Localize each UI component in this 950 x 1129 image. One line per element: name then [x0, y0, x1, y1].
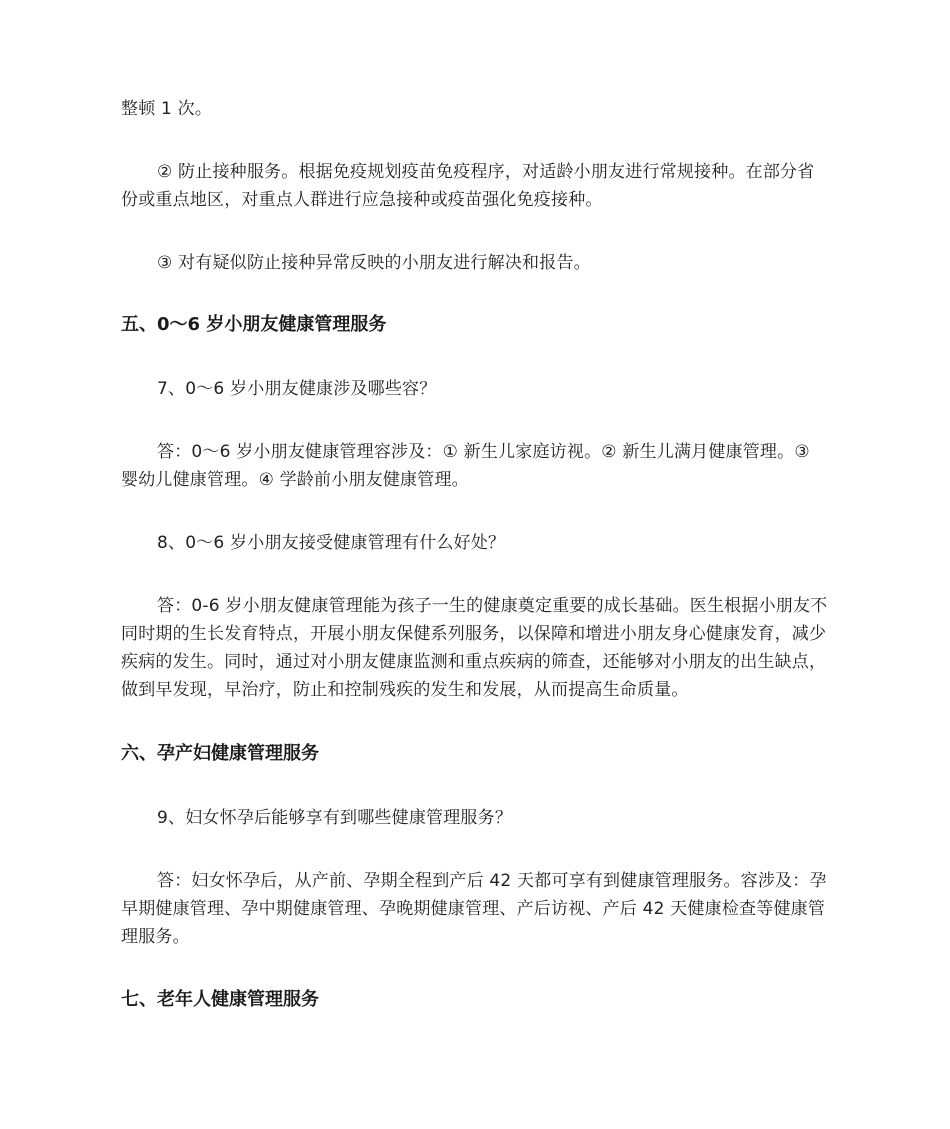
- answer-9: 答：妇女怀孕后，从产前、孕期全程到产后 42 天都可享有到健康管理服务。容涉及：孕早期健康管理、孕中期健康管理、孕晚期健康管理、产后访视、产后 42 天健康检查等健康管理服务。: [121, 871, 827, 947]
- question-9: 9、妇女怀孕后能够享有到哪些健康管理服务？: [157, 808, 513, 828]
- question-8: 8、0～6 岁小朋友接受健康管理有什么好处？: [157, 533, 506, 553]
- section-heading-child-health: 五、0～6 岁小朋友健康管理服务: [121, 314, 387, 335]
- answer-8: 答：0-6 岁小朋友健康管理能为孩子一生的健康奠定重要的成长基础。医生根据小朋友不同时期的生长发育特点，开展小朋友保健系列服务，以保障和增进小朋友身心健康发育，减少疾病的发生。同时，通过对小朋友健康监测和重点疾病的筛查，还能够对小朋友的出生缺点，做到早发现，早治疗，防止和控制残疾的发生和发展，从而提高生命质量。: [121, 596, 828, 700]
- question-7: 7、0～6 岁小朋友健康涉及哪些容？: [157, 379, 437, 399]
- paragraph-vaccination-service: ② 防止接种服务。根据免疫规划疫苗免疫程序，对适龄小朋友进行常规接种。在部分省份或重点地区，对重点人群进行应急接种或疫苗强化免疫接种。: [121, 162, 815, 210]
- paragraph-adverse-reaction: ③ 对有疑似防止接种异常反映的小朋友进行解决和报告。: [157, 253, 591, 273]
- answer-7: 答：0～6 岁小朋友健康管理容涉及：① 新生儿家庭访视。② 新生儿满月健康管理。③ 婴幼儿健康管理。④ 学龄前小朋友健康管理。: [121, 442, 810, 490]
- paragraph-continuation: 整顿 1 次。: [121, 99, 213, 119]
- section-heading-maternal-health: 六、孕产妇健康管理服务: [121, 743, 319, 764]
- section-heading-elderly-health: 七、老年人健康管理服务: [121, 989, 319, 1010]
